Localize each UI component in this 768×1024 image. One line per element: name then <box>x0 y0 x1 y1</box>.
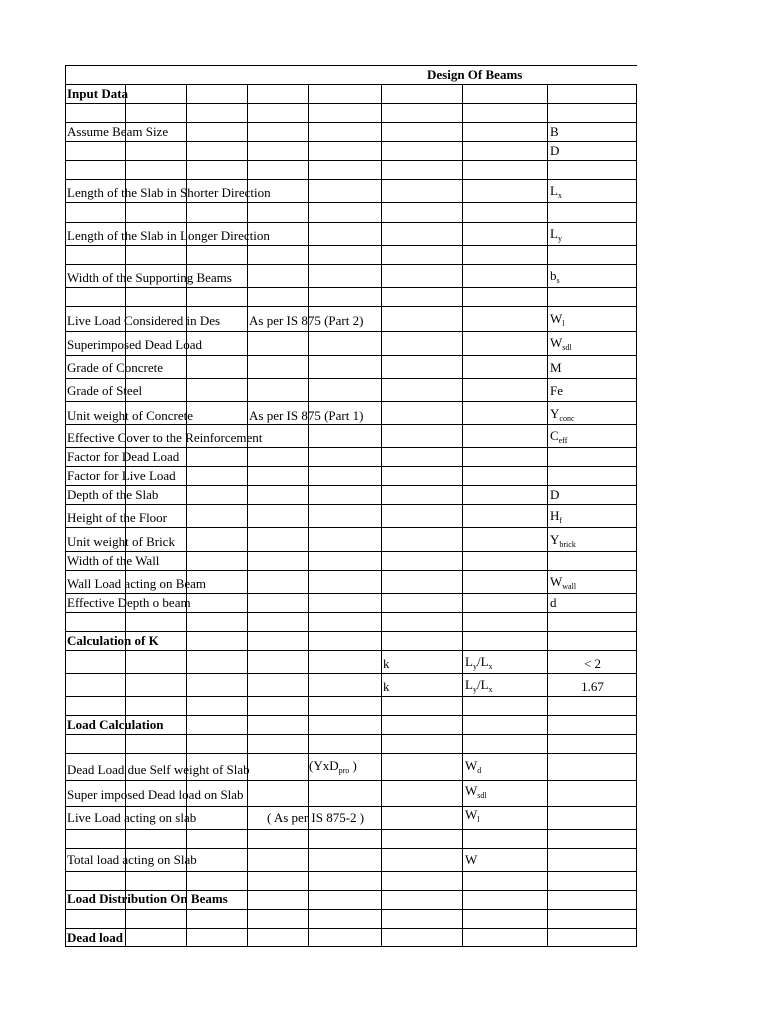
symbol-slab-d: D <box>550 487 560 502</box>
section-load-calc: Load Calculation <box>67 717 164 732</box>
symbol-bs: $b_s$ <box>550 268 560 285</box>
label-effective-depth: Effective Depth o beam <box>67 595 191 610</box>
label-factor-dead-load: Factor for Dead Load <box>67 449 180 464</box>
symbol-wwall: $W_{wall}$ <box>550 574 577 591</box>
section-dead-load: Dead load <box>67 930 123 945</box>
label-slab-depth: Depth of the Slab <box>67 487 159 502</box>
section-input-data: Input Data <box>67 86 129 101</box>
label-slab-length-short: Length of the Slab in Shorter Direction <box>67 185 271 200</box>
note-is875-part2: As per IS 875 (Part 2) <box>249 313 364 328</box>
label-super-imposed-dead-load: Super imposed Dead load on Slab <box>67 787 244 802</box>
label-slab-length-long: Length of the Slab in Longer Direction <box>67 228 270 243</box>
section-load-distribution: Load Distribution On Beams <box>67 891 228 906</box>
symbol-ybrick: $Y_{brick}$ <box>550 532 576 549</box>
note-is875-part1: As per IS 875 (Part 1) <box>249 408 364 423</box>
symbol-ceff: $C_{eff}$ <box>550 428 568 445</box>
label-live-load-slab: Live Load acting on slab <box>67 810 197 825</box>
label-wall-load: Wall Load acting on Beam <box>67 576 207 591</box>
symbol-small-d: d <box>550 595 557 610</box>
label-wall-width: Width of the Wall <box>67 553 160 568</box>
note-is875-2: ( As per IS 875-2 ) <box>267 810 365 825</box>
label-beam-size: Assume Beam Size <box>67 124 169 139</box>
symbol-wl: $W_l$ <box>550 311 565 328</box>
symbol-m: M <box>550 360 562 375</box>
k-label: k <box>383 679 390 694</box>
symbol-wsdl: $W_{sdl}$ <box>550 335 572 352</box>
label-effective-cover: Effective Cover to the Reinforcement <box>67 430 263 445</box>
symbol-wl-load: $W_l$ <box>465 807 480 824</box>
spreadsheet <box>65 65 637 947</box>
label-unit-weight-brick: Unit weight of Brick <box>67 534 175 549</box>
label-dead-load-self-weight: Dead Load due Self weight of Slab <box>67 762 250 777</box>
symbol-yconc: $Y_{conc}$ <box>550 406 575 423</box>
symbol-d: D <box>550 143 560 158</box>
k-label: k <box>383 656 390 671</box>
k-computed-value: 1.67 <box>581 679 604 694</box>
symbol-w-total: W <box>465 852 478 867</box>
symbol-hf: $H_f$ <box>550 508 563 525</box>
symbol-fe: Fe <box>550 383 563 398</box>
symbol-b: B <box>550 124 559 139</box>
symbol-wsdl-load: $W_{sdl}$ <box>465 783 487 800</box>
label-beam-width: Width of the Supporting Beams <box>67 270 232 285</box>
formula-yxdpro: (ΥxD$_{pro}$ ) <box>309 758 357 775</box>
label-superimposed-dead-load: Superimposed Dead Load <box>67 337 203 352</box>
label-grade-steel: Grade of Steel <box>67 383 143 398</box>
label-grade-concrete: Grade of Concrete <box>67 360 164 375</box>
label-total-load: Total load acting on Slab <box>67 852 197 867</box>
k-limit-value: < 2 <box>583 656 602 671</box>
label-factor-live-load: Factor for Live Load <box>67 468 176 483</box>
symbol-wd: $W_d$ <box>465 758 482 775</box>
label-live-load: Live Load Considered in Des <box>67 313 221 328</box>
k-ratio: $L_y/L_x$ <box>465 677 493 694</box>
section-calc-k: Calculation of K <box>67 633 159 648</box>
label-unit-weight-concrete: Unit weight of Concrete <box>67 408 193 423</box>
symbol-ly: $L_y$ <box>550 226 562 243</box>
symbol-lx: $L_x$ <box>550 183 562 200</box>
label-floor-height: Height of the Floor <box>67 510 168 525</box>
sheet-title: Design Of Beams <box>427 67 523 82</box>
k-ratio: $L_y/L_x$ <box>465 654 493 671</box>
